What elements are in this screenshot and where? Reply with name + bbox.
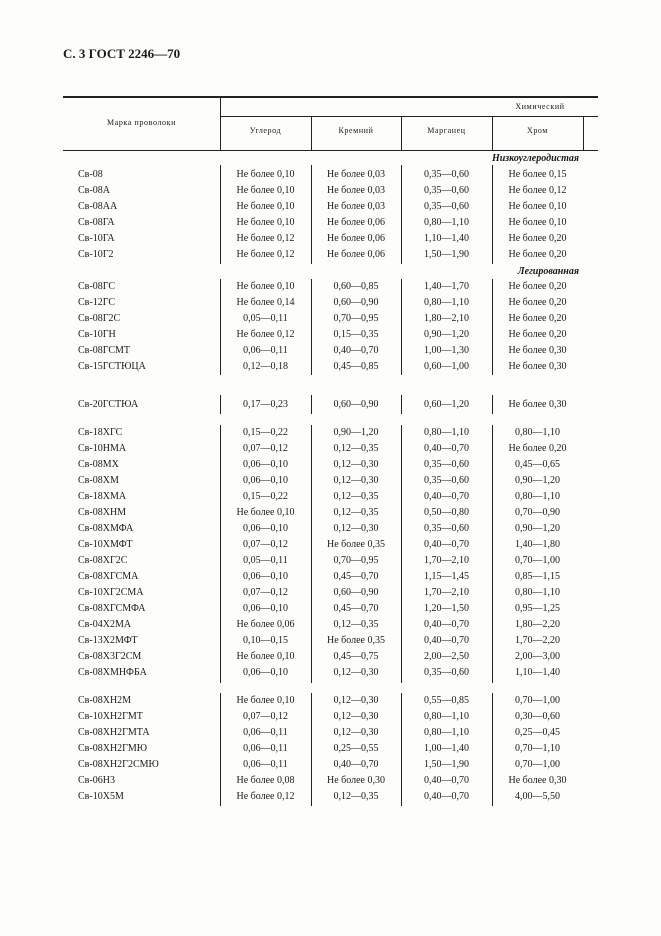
carbon-value: 0,17—0,23 bbox=[243, 399, 288, 410]
silicon-value: 0,60—0,90 bbox=[333, 587, 379, 598]
page-header: С. 3 ГОСТ 2246—70 bbox=[63, 46, 181, 61]
silicon-value: Не более 0,35 bbox=[327, 635, 385, 646]
silicon-value: Не более 0,03 bbox=[327, 201, 385, 212]
carbon-value: Не более 0,12 bbox=[236, 233, 295, 244]
wire-brand: Св-08Г2С bbox=[78, 313, 121, 324]
carbon-value: 0,15—0,22 bbox=[243, 427, 288, 438]
silicon-value: 0,60—0,90 bbox=[333, 297, 379, 308]
table-row bbox=[0, 635, 661, 651]
wire-brand: Св-08ХН2ГМЮ bbox=[78, 743, 147, 754]
header-bottom-rule bbox=[63, 150, 598, 151]
table-row bbox=[0, 313, 661, 329]
silicon-value: 0,45—0,85 bbox=[333, 361, 379, 372]
manganese-value: 0,80—1,10 bbox=[424, 297, 469, 308]
silicon-value: 0,12—0,35 bbox=[333, 443, 379, 454]
carbon-value: 0,06—0,10 bbox=[243, 459, 288, 470]
wire-brand: Св-08А bbox=[78, 185, 110, 196]
carbon-value: 0,06—0,10 bbox=[243, 571, 288, 582]
chromium-value: 0,95—1,25 bbox=[515, 603, 560, 614]
header-divider-rule bbox=[220, 116, 598, 117]
chromium-value: Не более 0,30 bbox=[508, 345, 567, 356]
carbon-value: Не более 0,12 bbox=[236, 249, 295, 260]
silicon-value: 0,60—0,90 bbox=[333, 399, 379, 410]
wire-brand: Св-08ХГСМФА bbox=[78, 603, 146, 614]
brand-column-divider bbox=[220, 96, 221, 151]
table-row bbox=[0, 427, 661, 443]
silicon-value: 0,60—0,85 bbox=[333, 281, 379, 292]
wire-brand: Св-18ХМА bbox=[78, 491, 127, 502]
table-row bbox=[0, 791, 661, 807]
manganese-value: 1,70—2,10 bbox=[424, 555, 469, 566]
chromium-value: 1,80—2,20 bbox=[515, 619, 560, 630]
wire-brand: Св-13Х2МФТ bbox=[78, 635, 138, 646]
manganese-value: 0,80—1,10 bbox=[424, 711, 469, 722]
manganese-value: 0,35—0,60 bbox=[424, 523, 469, 534]
manganese-value: 1,10—1,40 bbox=[424, 233, 469, 244]
chromium-value: 0,30—0,60 bbox=[515, 711, 560, 722]
manganese-value: 1,50—1,90 bbox=[424, 759, 469, 770]
chromium-value: 0,25—0,45 bbox=[515, 727, 560, 738]
chromium-value: Не более 0,20 bbox=[508, 297, 567, 308]
chromium-value: Не более 0,30 bbox=[508, 361, 567, 372]
chromium-value: Не более 0,30 bbox=[508, 399, 567, 410]
chromium-value: 2,00—3,00 bbox=[515, 651, 560, 662]
carbon-value: Не более 0,08 bbox=[236, 775, 295, 786]
manganese-value: 1,70—2,10 bbox=[424, 587, 469, 598]
wire-brand: Св-08ХН2ГМТА bbox=[78, 727, 150, 738]
wire-brand: Св-08ХМНФБА bbox=[78, 667, 147, 678]
carbon-value: Не более 0,10 bbox=[236, 695, 295, 706]
silicon-value: 0,45—0,75 bbox=[333, 651, 379, 662]
table-row bbox=[0, 249, 661, 265]
table-row bbox=[0, 651, 661, 667]
manganese-value: 0,40—0,70 bbox=[424, 619, 469, 630]
section-title-low-carbon: Низкоуглеродистая bbox=[491, 153, 579, 164]
wire-brand: Св-10ХН2ГМТ bbox=[78, 711, 143, 722]
table-row bbox=[0, 759, 661, 775]
chromium-value: Не более 0,30 bbox=[508, 775, 567, 786]
table-row bbox=[0, 587, 661, 603]
silicon-value: 0,12—0,35 bbox=[333, 619, 379, 630]
table-row bbox=[0, 695, 661, 711]
wire-brand: Св-08ХНМ bbox=[78, 507, 127, 518]
wire-brand: Св-08 bbox=[78, 169, 103, 180]
manganese-value: 0,35—0,60 bbox=[424, 667, 469, 678]
carbon-value: 0,07—0,12 bbox=[243, 443, 288, 454]
chromium-value: Не более 0,20 bbox=[508, 249, 567, 260]
carbon-value: Не более 0,06 bbox=[236, 619, 295, 630]
column-header-silicon: Кремний bbox=[338, 126, 374, 135]
silicon-value: 0,45—0,70 bbox=[333, 603, 379, 614]
table-row bbox=[0, 459, 661, 475]
carbon-value: Не более 0,10 bbox=[236, 507, 295, 518]
manganese-value: 0,35—0,60 bbox=[424, 201, 469, 212]
silicon-value: Не более 0,06 bbox=[327, 217, 385, 228]
wire-brand: Св-08АА bbox=[78, 201, 118, 212]
silicon-value: 0,12—0,30 bbox=[333, 727, 379, 738]
carbon-value: 0,06—0,11 bbox=[243, 759, 288, 770]
carbon-value: Не более 0,10 bbox=[236, 169, 295, 180]
carbon-value: 0,06—0,10 bbox=[243, 603, 288, 614]
manganese-value: 1,50—1,90 bbox=[424, 249, 469, 260]
wire-brand: Св-08ХМ bbox=[78, 475, 119, 486]
silicon-value: 0,12—0,30 bbox=[333, 523, 379, 534]
wire-brand: Св-08ХН2Г2СМЮ bbox=[78, 759, 159, 770]
silicon-value: 0,12—0,30 bbox=[333, 475, 379, 486]
wire-brand: Св-20ГСТЮА bbox=[78, 399, 139, 410]
wire-brand: Св-10ГА bbox=[78, 233, 115, 244]
carbon-value: 0,06—0,10 bbox=[243, 475, 288, 486]
carbon-value: Не более 0,10 bbox=[236, 651, 295, 662]
table-row bbox=[0, 345, 661, 361]
table-row bbox=[0, 361, 661, 377]
table-row bbox=[0, 523, 661, 539]
silicon-value: Не более 0,03 bbox=[327, 169, 385, 180]
silicon-value: 0,70—0,95 bbox=[333, 313, 379, 324]
chromium-value: 1,40—1,80 bbox=[515, 539, 560, 550]
manganese-value: 0,60—1,20 bbox=[424, 399, 469, 410]
column-header-manganese: Марганец bbox=[427, 126, 466, 135]
section-title-alloyed: Легированная bbox=[517, 266, 579, 277]
silicon-value: Не более 0,30 bbox=[327, 775, 385, 786]
chromium-value: Не более 0,12 bbox=[508, 185, 567, 196]
wire-brand: Св-08ГСМТ bbox=[78, 345, 131, 356]
chromium-value: 1,70—2,20 bbox=[515, 635, 560, 646]
manganese-value: 0,60—1,00 bbox=[424, 361, 469, 372]
wire-brand: Св-10НМА bbox=[78, 443, 127, 454]
wire-brand: Св-08ХМФА bbox=[78, 523, 134, 534]
table-row bbox=[0, 539, 661, 555]
manganese-value: 2,00—2,50 bbox=[424, 651, 469, 662]
carbon-value: 0,06—0,11 bbox=[243, 345, 288, 356]
manganese-value: 1,15—1,45 bbox=[424, 571, 469, 582]
silicon-value: 0,12—0,35 bbox=[333, 791, 379, 802]
chromium-value: 0,90—1,20 bbox=[515, 523, 560, 534]
wire-brand: Св-08ХГСМА bbox=[78, 571, 139, 582]
manganese-value: 1,20—1,50 bbox=[424, 603, 469, 614]
carbon-value: 0,06—0,10 bbox=[243, 667, 288, 678]
manganese-value: 0,80—1,10 bbox=[424, 727, 469, 738]
carbon-value: 0,12—0,18 bbox=[243, 361, 288, 372]
table-row bbox=[0, 667, 661, 683]
table-row bbox=[0, 233, 661, 249]
wire-brand: Св-10ГН bbox=[78, 329, 116, 340]
carbon-value: Не более 0,12 bbox=[236, 329, 295, 340]
chromium-value: Не более 0,20 bbox=[508, 313, 567, 324]
chromium-value: 0,85—1,15 bbox=[515, 571, 560, 582]
table-row bbox=[0, 185, 661, 201]
chromium-value: 0,70—1,10 bbox=[515, 743, 560, 754]
wire-brand: Св-04Х2МА bbox=[78, 619, 132, 630]
table-row bbox=[0, 217, 661, 233]
chromium-column-divider bbox=[583, 116, 584, 151]
silicon-value: 0,12—0,35 bbox=[333, 491, 379, 502]
carbon-value: Не более 0,10 bbox=[236, 281, 295, 292]
table-row bbox=[0, 603, 661, 619]
silicon-value: Не более 0,06 bbox=[327, 233, 385, 244]
wire-brand: Св-15ГСТЮЦА bbox=[78, 361, 146, 372]
manganese-value: 0,40—0,70 bbox=[424, 539, 469, 550]
silicon-value: 0,12—0,30 bbox=[333, 695, 379, 706]
wire-brand: Св-10Х5М bbox=[78, 791, 124, 802]
silicon-value: 0,40—0,70 bbox=[333, 345, 379, 356]
manganese-value: 0,80—1,10 bbox=[424, 217, 469, 228]
table-row bbox=[0, 169, 661, 185]
silicon-value: Не более 0,03 bbox=[327, 185, 385, 196]
silicon-value: 0,12—0,30 bbox=[333, 711, 379, 722]
column-header-chromium: Хром bbox=[526, 126, 549, 135]
chromium-value: 0,70—1,00 bbox=[515, 695, 560, 706]
manganese-value: 0,90—1,20 bbox=[424, 329, 469, 340]
chromium-value: 4,00—5,50 bbox=[515, 791, 560, 802]
chromium-value: Не более 0,20 bbox=[508, 233, 567, 244]
manganese-value: 0,40—0,70 bbox=[424, 491, 469, 502]
manganese-value: 0,35—0,60 bbox=[424, 475, 469, 486]
manganese-value: 0,35—0,60 bbox=[424, 185, 469, 196]
column-header-carbon: Углерод bbox=[249, 126, 282, 135]
chromium-value: Не более 0,15 bbox=[508, 169, 567, 180]
chromium-value: 0,70—1,00 bbox=[515, 555, 560, 566]
column-group-header: Химический bbox=[515, 102, 565, 111]
chromium-value: 0,70—0,90 bbox=[515, 507, 560, 518]
manganese-value: 0,55—0,85 bbox=[424, 695, 469, 706]
wire-brand: Св-08Х3Г2СМ bbox=[78, 651, 142, 662]
table-row bbox=[0, 619, 661, 635]
manganese-value: 1,00—1,30 bbox=[424, 345, 469, 356]
silicon-value: 0,45—0,70 bbox=[333, 571, 379, 582]
manganese-value: 1,80—2,10 bbox=[424, 313, 469, 324]
silicon-value: 0,25—0,55 bbox=[333, 743, 379, 754]
chromium-value: 0,80—1,10 bbox=[515, 491, 560, 502]
carbon-value: Не более 0,10 bbox=[236, 217, 295, 228]
chromium-value: Не более 0,20 bbox=[508, 443, 567, 454]
silicon-value: Не более 0,06 bbox=[327, 249, 385, 260]
table-row bbox=[0, 555, 661, 571]
carbon-value: 0,05—0,11 bbox=[243, 313, 288, 324]
table-row bbox=[0, 711, 661, 727]
silicon-value: Не более 0,35 bbox=[327, 539, 385, 550]
wire-brand: Св-08ХН2М bbox=[78, 695, 132, 706]
wire-brand: Св-10ХГ2СМА bbox=[78, 587, 144, 598]
wire-brand: Св-10Г2 bbox=[78, 249, 114, 260]
table-row bbox=[0, 491, 661, 507]
chromium-value: Не более 0,10 bbox=[508, 201, 567, 212]
manganese-value: 0,50—0,80 bbox=[424, 507, 469, 518]
chromium-value: 0,80—1,10 bbox=[515, 427, 560, 438]
chromium-value: 0,80—1,10 bbox=[515, 587, 560, 598]
carbon-value: 0,05—0,11 bbox=[243, 555, 288, 566]
table-row bbox=[0, 727, 661, 743]
silicon-value: 0,12—0,30 bbox=[333, 667, 379, 678]
manganese-value: 1,40—1,70 bbox=[424, 281, 469, 292]
wire-brand: Св-18ХГС bbox=[78, 427, 123, 438]
table-row bbox=[0, 571, 661, 587]
carbon-value: 0,07—0,12 bbox=[243, 587, 288, 598]
column-header-brand: Марка проволоки bbox=[106, 118, 177, 127]
chromium-value: 0,45—0,65 bbox=[515, 459, 560, 470]
carbon-value: Не более 0,12 bbox=[236, 791, 295, 802]
chromium-value: 0,90—1,20 bbox=[515, 475, 560, 486]
carbon-value: 0,15—0,22 bbox=[243, 491, 288, 502]
wire-brand: Св-08ГС bbox=[78, 281, 116, 292]
table-row bbox=[0, 443, 661, 459]
chromium-value: Не более 0,20 bbox=[508, 329, 567, 340]
silicon-value: 0,12—0,30 bbox=[333, 459, 379, 470]
carbon-value: 0,06—0,10 bbox=[243, 523, 288, 534]
manganese-value: 0,40—0,70 bbox=[424, 791, 469, 802]
chromium-value: Не более 0,20 bbox=[508, 281, 567, 292]
table-row bbox=[0, 399, 661, 415]
table-top-rule bbox=[63, 96, 598, 98]
silicon-value: 0,70—0,95 bbox=[333, 555, 379, 566]
manganese-value: 0,40—0,70 bbox=[424, 635, 469, 646]
chromium-value: 0,70—1,00 bbox=[515, 759, 560, 770]
table-row bbox=[0, 775, 661, 791]
carbon-value: 0,06—0,11 bbox=[243, 743, 288, 754]
table-row bbox=[0, 507, 661, 523]
carbon-value: 0,07—0,12 bbox=[243, 539, 288, 550]
wire-brand: Св-06Н3 bbox=[78, 775, 115, 786]
table-row bbox=[0, 743, 661, 759]
carbon-value: 0,10—0,15 bbox=[243, 635, 288, 646]
carbon-value: Не более 0,14 bbox=[236, 297, 295, 308]
manganese-value: 0,35—0,60 bbox=[424, 459, 469, 470]
table-row bbox=[0, 297, 661, 313]
manganese-value: 1,00—1,40 bbox=[424, 743, 469, 754]
silicon-value: 0,90—1,20 bbox=[333, 427, 379, 438]
wire-brand: Св-10ХМФТ bbox=[78, 539, 133, 550]
manganese-value: 0,80—1,10 bbox=[424, 427, 469, 438]
manganese-value: 0,35—0,60 bbox=[424, 169, 469, 180]
wire-brand: Св-08ГА bbox=[78, 217, 115, 228]
silicon-value: 0,15—0,35 bbox=[333, 329, 379, 340]
table-row bbox=[0, 475, 661, 491]
wire-brand: Св-08МХ bbox=[78, 459, 119, 470]
carbon-value: Не более 0,10 bbox=[236, 201, 295, 212]
table-row bbox=[0, 329, 661, 345]
table-row bbox=[0, 201, 661, 217]
chromium-value: Не более 0,10 bbox=[508, 217, 567, 228]
wire-brand: Св-12ГС bbox=[78, 297, 116, 308]
silicon-value: 0,40—0,70 bbox=[333, 759, 379, 770]
silicon-value: 0,12—0,35 bbox=[333, 507, 379, 518]
carbon-value: 0,06—0,11 bbox=[243, 727, 288, 738]
table-row bbox=[0, 281, 661, 297]
wire-brand: Св-08ХГ2С bbox=[78, 555, 128, 566]
carbon-value: 0,07—0,12 bbox=[243, 711, 288, 722]
chromium-value: 1,10—1,40 bbox=[515, 667, 560, 678]
manganese-value: 0,40—0,70 bbox=[424, 443, 469, 454]
carbon-value: Не более 0,10 bbox=[236, 185, 295, 196]
manganese-value: 0,40—0,70 bbox=[424, 775, 469, 786]
